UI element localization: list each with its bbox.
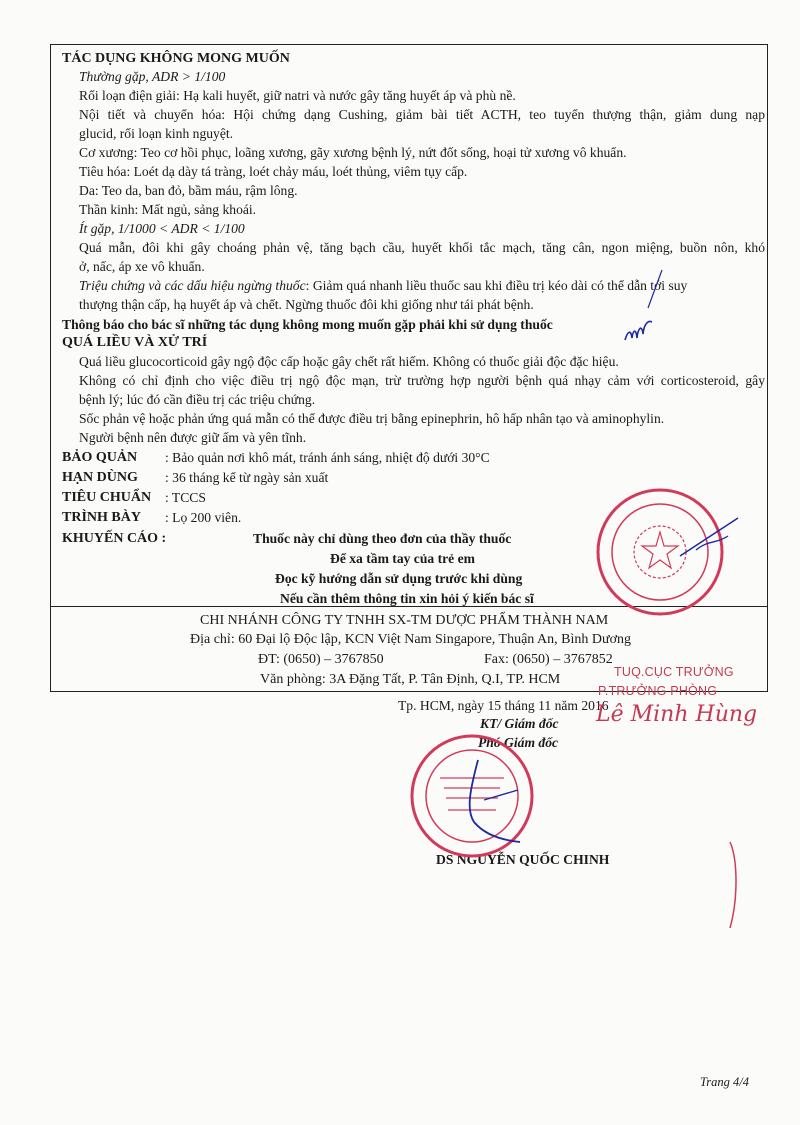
adverse-common-label: Thường gặp, ADR > 1/100 bbox=[79, 69, 226, 84]
approval-name: Lê Minh Hùng bbox=[596, 702, 758, 727]
adverse-withdrawal-label: Triệu chứng và các dấu hiệu ngừng thuốc bbox=[79, 278, 306, 293]
page-number: Trang 4/4 bbox=[700, 1075, 749, 1089]
signoff-kt: KT/ Giám đốc bbox=[480, 716, 559, 731]
expiry-value: : 36 tháng kể từ ngày sản xuất bbox=[165, 470, 329, 485]
edge-stamp-mark bbox=[724, 840, 744, 930]
overdose-line-2a: Không có chỉ định cho việc điều trị ngộ độc mạn, trừ trường hợp người bệnh quá nhạy cảm với corticosteroid, gây bbox=[79, 373, 765, 388]
adverse-line-8b: thượng thận cấp, hạ huyết áp và chết. Ngừng thuốc đôi khi giống như tái phát bệnh. bbox=[79, 297, 534, 312]
adverse-line-3: Cơ xương: Teo cơ hồi phục, loãng xương, gãy xương bệnh lý, nứt đốt sống, hoại tử xương vô khuẩn. bbox=[79, 145, 627, 160]
overdose-line-1: Quá liều glucocorticoid gây ngộ độc cấp hoặc gây chết rất hiếm. Không có thuốc giải độc đặc hiệu. bbox=[79, 354, 619, 369]
adverse-line-7a: Quá mẫn, đôi khi gây choáng phản vệ, tăng bạch cầu, huyết khối tắc mạch, tăng cân, ngon miệng, buồn nôn, khó bbox=[79, 240, 765, 255]
pen-stroke-mark bbox=[628, 268, 668, 328]
company-stamp bbox=[400, 730, 550, 865]
company-name: CHI NHÁNH CÔNG TY TNHH SX-TM DƯỢC PHẨM THÀNH NAM bbox=[200, 613, 609, 628]
warning-1: Thuốc này chỉ dùng theo đơn của thầy thuốc bbox=[253, 531, 512, 546]
warning-3: Đọc kỹ hướng dẫn sử dụng trước khi dùng bbox=[275, 571, 523, 586]
adverse-rare-label: Ít gặp, 1/1000 < ADR < 1/100 bbox=[79, 221, 245, 236]
approval-line-2: P.TRƯỞNG PHÒNG bbox=[598, 684, 718, 698]
adverse-withdrawal-line bbox=[79, 277, 687, 294]
storage-value: : Bảo quản nơi khô mát, tránh ánh sáng, nhiệt độ dưới 30°C bbox=[165, 450, 490, 465]
overdose-line-3: Sốc phản vệ hoặc phản ứng quá mẫn có thể được điều trị bằng epinephrin, hô hấp nhân tạo và aminophylin. bbox=[79, 411, 665, 426]
adverse-line-7b: ở, nấc, áp xe vô khuẩn. bbox=[79, 259, 205, 274]
overdose-title: QUÁ LIỀU VÀ XỬ TRÍ bbox=[62, 335, 208, 350]
adverse-title: TÁC DỤNG KHÔNG MONG MUỐN bbox=[62, 51, 290, 66]
company-fax: Fax: (0650) – 3767852 bbox=[484, 652, 613, 667]
warning-2: Để xa tầm tay của trẻ em bbox=[330, 551, 475, 566]
adverse-line-8a: : Giảm quá nhanh liều thuốc sau khi điều trị kéo dài có thể dẫn tới suy bbox=[305, 278, 688, 293]
signoff-date: Tp. HCM, ngày 15 tháng 11 năm 2016 bbox=[398, 698, 609, 713]
company-office: Văn phòng: 3A Đặng Tất, P. Tân Định, Q.I, TP. HCM bbox=[260, 672, 561, 687]
overdose-line-2b: bệnh lý; lúc đó cần điều trị các triệu chứng. bbox=[79, 392, 316, 407]
company-address: Địa chỉ: 60 Đại lộ Độc lập, KCN Việt Nam Singapore, Thuận An, Bình Dương bbox=[190, 632, 631, 647]
approval-line-1: TUQ.CỤC TRƯỞNG bbox=[614, 665, 734, 679]
signoff-signer: DS NGUYỄN QUỐC CHINH bbox=[436, 852, 610, 867]
standard-label: TIÊU CHUẨN bbox=[62, 490, 152, 505]
pack-label: TRÌNH BÀY bbox=[62, 510, 141, 525]
company-phone: ĐT: (0650) – 3767850 bbox=[258, 652, 384, 667]
adverse-notice: Thông báo cho bác sĩ những tác dụng không mong muốn gặp phải khi sử dụng thuốc bbox=[62, 317, 553, 332]
adverse-line-6: Thần kinh: Mất ngủ, sảng khoái. bbox=[79, 202, 257, 217]
adverse-line-2a: Nội tiết và chuyển hóa: Hội chứng dạng Cushing, giảm bài tiết ACTH, teo tuyến thượng thận, giảm dung nạp bbox=[79, 107, 765, 122]
overdose-line-4: Người bệnh nên được giữ ấm và yên tĩnh. bbox=[79, 430, 307, 445]
warning-label: KHUYẾN CÁO : bbox=[62, 531, 167, 546]
standard-value: : TCCS bbox=[165, 490, 206, 505]
adverse-line-5: Da: Teo da, ban đỏ, bầm máu, rậm lông. bbox=[79, 183, 298, 198]
adverse-line-2b: glucid, rối loạn kinh nguyệt. bbox=[79, 126, 234, 141]
pack-value: : Lọ 200 viên. bbox=[165, 510, 242, 525]
adverse-line-1: Rối loạn điện giải: Hạ kali huyết, giữ natri và nước gây tăng huyết áp và phù nề. bbox=[79, 88, 516, 103]
storage-label: BẢO QUẢN bbox=[62, 450, 138, 465]
ministry-stamp bbox=[588, 480, 748, 620]
signoff-deputy: Phó Giám đốc bbox=[478, 735, 559, 750]
adverse-line-4: Tiêu hóa: Loét dạ dày tá tràng, loét chảy máu, loét thủng, viêm tụy cấp. bbox=[79, 164, 468, 179]
expiry-label: HẠN DÙNG bbox=[62, 470, 138, 485]
warning-4: Nếu cần thêm thông tin xin hỏi ý kiến bác sĩ bbox=[280, 591, 534, 606]
